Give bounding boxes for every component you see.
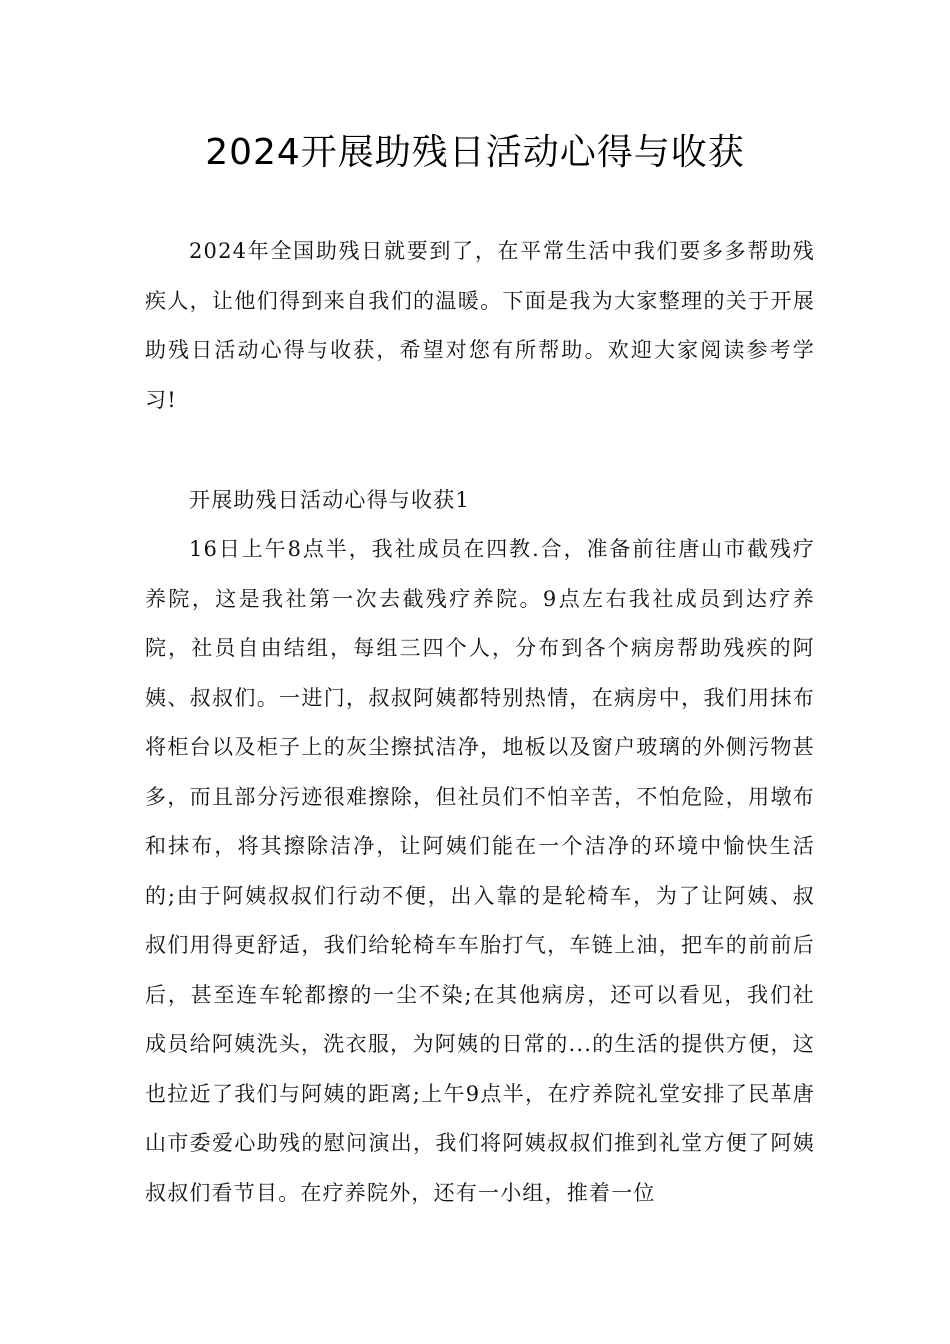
section-body-paragraph: 16日上午8点半，我社成员在四教.合，准备前往唐山市截残疗养院，这是我社第一次去截残疗养院。9点左右我社成员到达疗养院，社员自由结组，每组三四个人，分布到各个病房帮助残疾的阿姨、叔叔们。一进门，叔叔阿姨都特别热情，在病房中，我们用抹布将柜台以及柜子上的灰尘擦拭洁净，地板以及窗户玻璃的外侧污物甚多，而且部分污迹很难擦除，但社员们不怕辛苦，不怕危险，用墩布和抹布，将其擦除洁净，让阿姨们能在一个洁净的环境中愉快生活的;由于阿姨叔叔们行动不便，出入靠的是轮椅车，为了让阿姨、叔叔们用得更舒适，我们给轮椅车车胎打气，车链上油，把车的前前后后，甚至连车轮都擦的一尘不染;在其他病房，还可以看见，我们社成员给阿姨洗头，洗衣服，为阿姨的日常的...的生活的提供方便，这也拉近了我们与阿姨的距离;上午9点半，在疗养院礼堂安排了民革唐山市委爱心助残的慰问演出，我们将阿姨叔叔们推到礼堂方便了阿姨叔叔们看节目。在疗养院外，还有一小组，推着一位 — [145, 537, 815, 1205]
document-title: 2024开展助残日活动心得与收获 — [205, 132, 745, 173]
section-heading: 开展助残日活动心得与收获1 — [189, 488, 470, 512]
intro-paragraph: 2024年全国助残日就要到了，在平常生活中我们要多多帮助残疾人，让他们得到来自我们的温暖。下面是我为大家整理的关于开展助残日活动心得与收获，希望对您有所帮助。欢迎大家阅读参考学习! — [145, 239, 815, 412]
